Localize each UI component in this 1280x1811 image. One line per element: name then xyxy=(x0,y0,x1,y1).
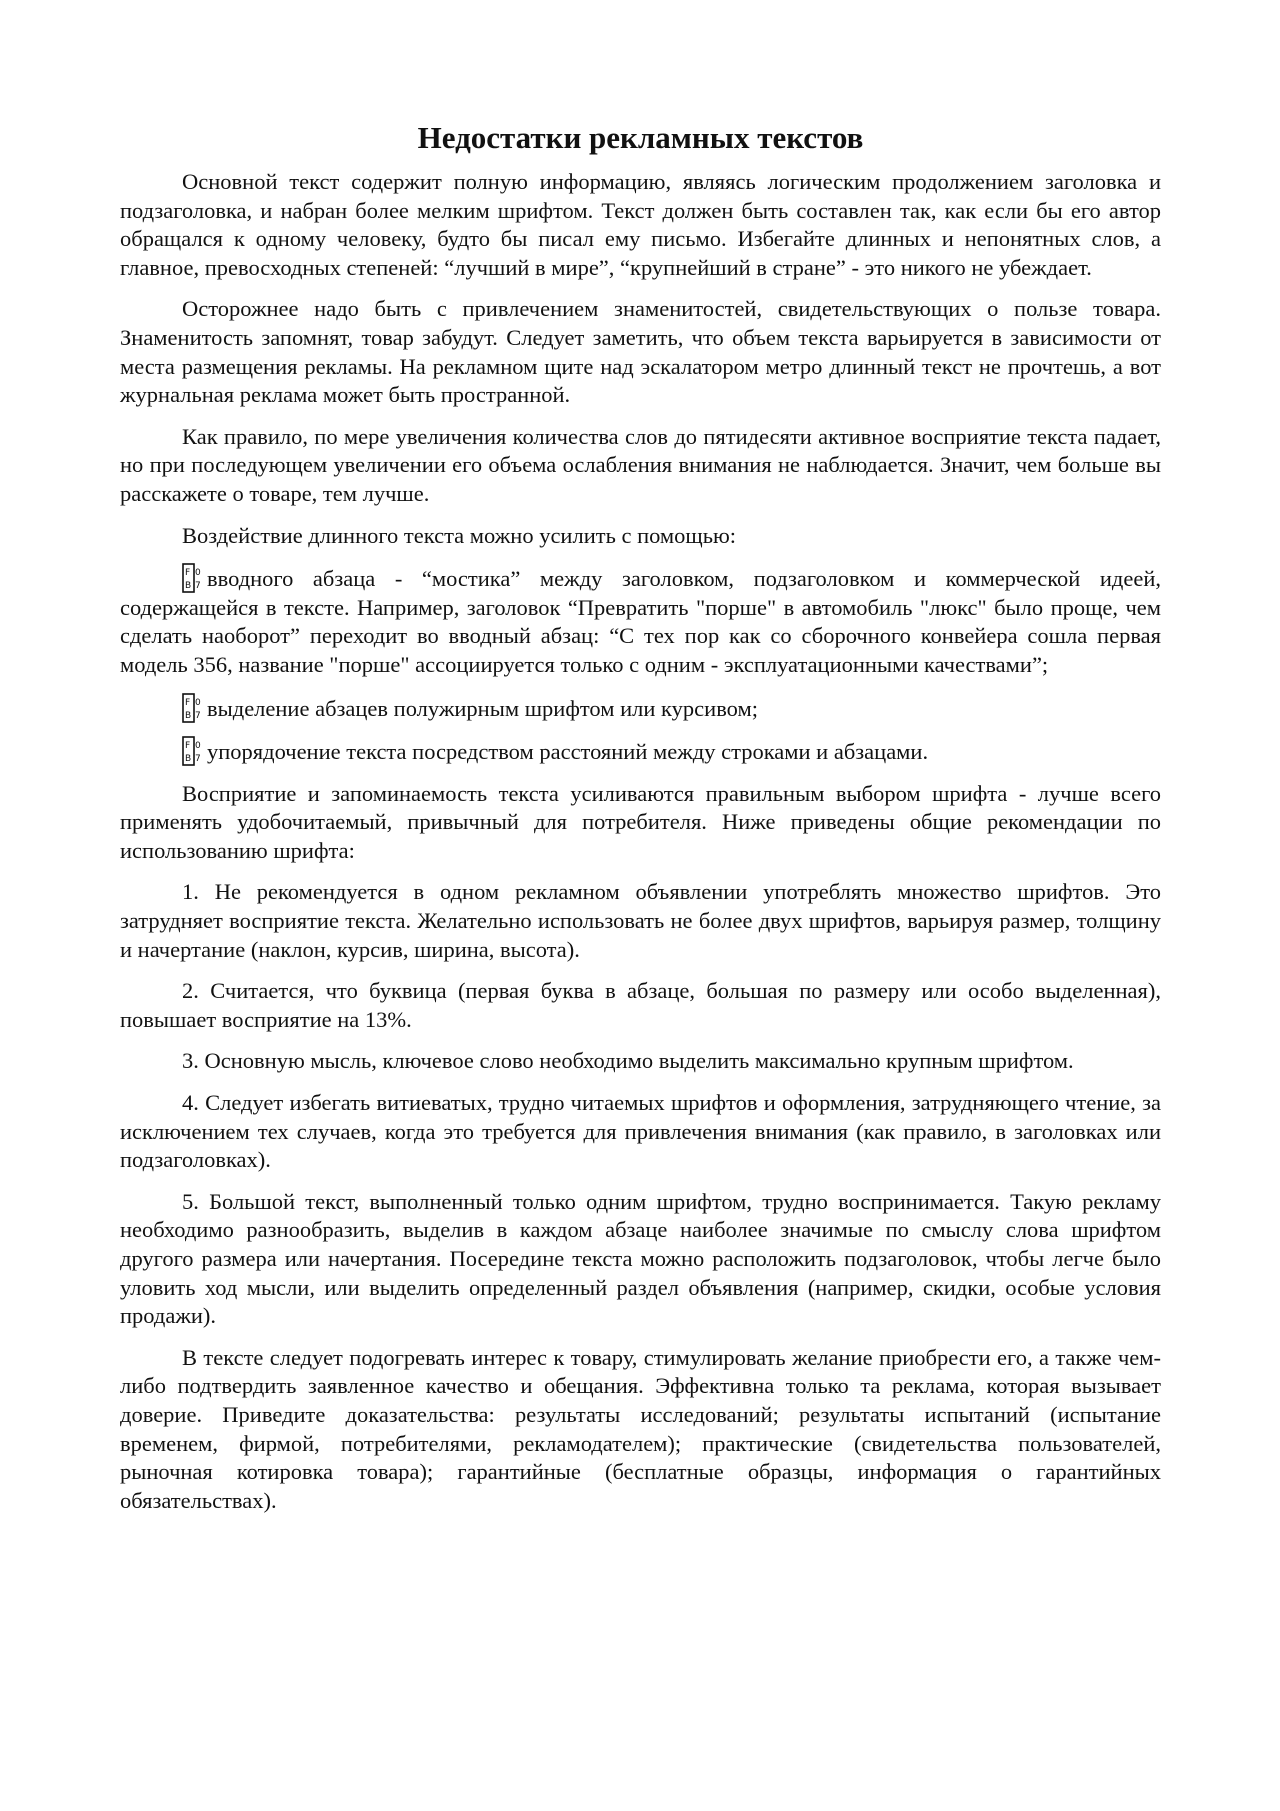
list-item xyxy=(120,693,1161,724)
svg-text:F: F xyxy=(185,697,191,708)
page-title: Недостатки рекламных текстов xyxy=(417,120,864,155)
missing-glyph-icon xyxy=(182,693,204,723)
svg-text:B: B xyxy=(185,581,192,592)
paragraph: Восприятие и запоминаемость текста усиливаются правильным выбором шрифта - лучше всего применять удобочитаемый, привычный для потребителя. Ниже приведены общие рекомендации по использованию шрифта: xyxy=(120,780,1161,863)
svg-text:7: 7 xyxy=(195,754,201,765)
svg-text:7: 7 xyxy=(195,710,201,721)
missing-glyph-icon xyxy=(182,563,204,593)
paragraph: Основной текст содержит полную информацию, являясь логическим продолжением заголовка и подзаголовка, и набран более мелким шрифтом. Текст должен быть составлен так, как если бы его автор обращался к одному человеку, будто бы писал ему письмо. Избегайте длинных и непонятных слов, а главное, превосходных степеней: “лучший в мире”, “крупнейший в стране” - это никого не убеждает. xyxy=(120,169,1161,280)
svg-text:7: 7 xyxy=(195,581,201,592)
svg-text:F: F xyxy=(185,741,191,752)
list-item-text: выделение абзацев полужирным шрифтом или курсивом; xyxy=(207,695,758,721)
paragraph: 5. Большой текст, выполненный только одним шрифтом, трудно воспринимается. Такую рекламу необходимо разнообразить, выделив в каждом абзаце наиболее значимые по смыслу слова шрифтом другого размера или начертания. Посередине текста можно расположить подзаголовок, чтобы легче было уловить ход мысли, или выделить определенный раздел объявления (например, скидки, особые условия продажи). xyxy=(120,1188,1161,1329)
list-item xyxy=(120,563,1161,679)
paragraph: Как правило, по мере увеличения количества слов до пятидесяти активное восприятие текста падает, но при последующем увеличении его объема ослабления внимания не наблюдается. Значит, чем больше вы расскажете о товаре, тем лучше. xyxy=(120,423,1161,506)
paragraph: Воздействие длинного текста можно усилить с помощью: xyxy=(182,522,737,548)
svg-text:B: B xyxy=(185,754,192,765)
paragraph: 2. Считается, что буквица (первая буква в абзаце, большая по размеру или особо выделенная), повышает восприятие на 13%. xyxy=(120,978,1161,1032)
svg-text:0: 0 xyxy=(195,697,201,708)
list-item xyxy=(120,736,1161,767)
paragraph: 3. Основную мысль, ключевое слово необходимо выделить максимально крупным шрифтом. xyxy=(182,1048,1074,1074)
svg-text:F: F xyxy=(185,568,191,579)
svg-text:0: 0 xyxy=(195,741,201,752)
paragraph: Осторожнее надо быть с привлечением знаменитостей, свидетельствующих о пользе товара. Знаменитость запомнят, товар забудут. Следует заметить, что объем текста варьируется в зависимости от места размещения рекламы. На рекламном щите над эскалатором метро длинный текст не прочтешь, а вот журнальная реклама может быть пространной. xyxy=(120,296,1161,408)
list-item-text: упорядочение текста посредством расстояний между строками и абзацами. xyxy=(207,739,929,765)
paragraph: 1. Не рекомендуется в одном рекламном объявлении употреблять множество шрифтов. Это затрудняет восприятие текста. Желательно использовать не более двух шрифтов, варьируя размер, толщину и начертание (наклон, курсив, ширина, высота). xyxy=(120,879,1161,962)
document-page xyxy=(120,118,1161,1528)
paragraph: 4. Следует избегать витиеватых, трудно читаемых шрифтов и оформления, затрудняющего чтение, за исключением тех случаев, когда это требуется для привлечения внимания (как правило, в заголовках или подзаголовках). xyxy=(120,1090,1161,1173)
missing-glyph-icon xyxy=(182,736,204,766)
paragraph: В тексте следует подогревать интерес к товару, стимулировать желание приобрести его, а также чем-либо подтвердить заявленное качество и обещания. Эффективна только та реклама, которая вызывает доверие. Приведите доказательства: результаты исследований; результаты испытаний (испытание временем, фирмой, потребителями, рекламодателем); практические (свидетельства пользователей, рыночная котировка товара); гарантийные (бесплатные образцы, информация о гарантийных обязательствах). xyxy=(120,1344,1161,1513)
svg-text:0: 0 xyxy=(195,568,201,579)
list-item-text: вводного абзаца - “мостика” между заголовком, подзаголовком и коммерческой идеей, содержащейся в тексте. Например, заголовок “Превратить "порше" в автомобиль "люкс" было проще, чем сделать наоборот” переходит во вводный абзац: “С тех пор как со сборочного конвейера сошла первая модель 356, название "порше" ассоциируется только с одним - эксплуатационными качествами”; xyxy=(120,566,1161,677)
svg-text:B: B xyxy=(185,710,192,721)
